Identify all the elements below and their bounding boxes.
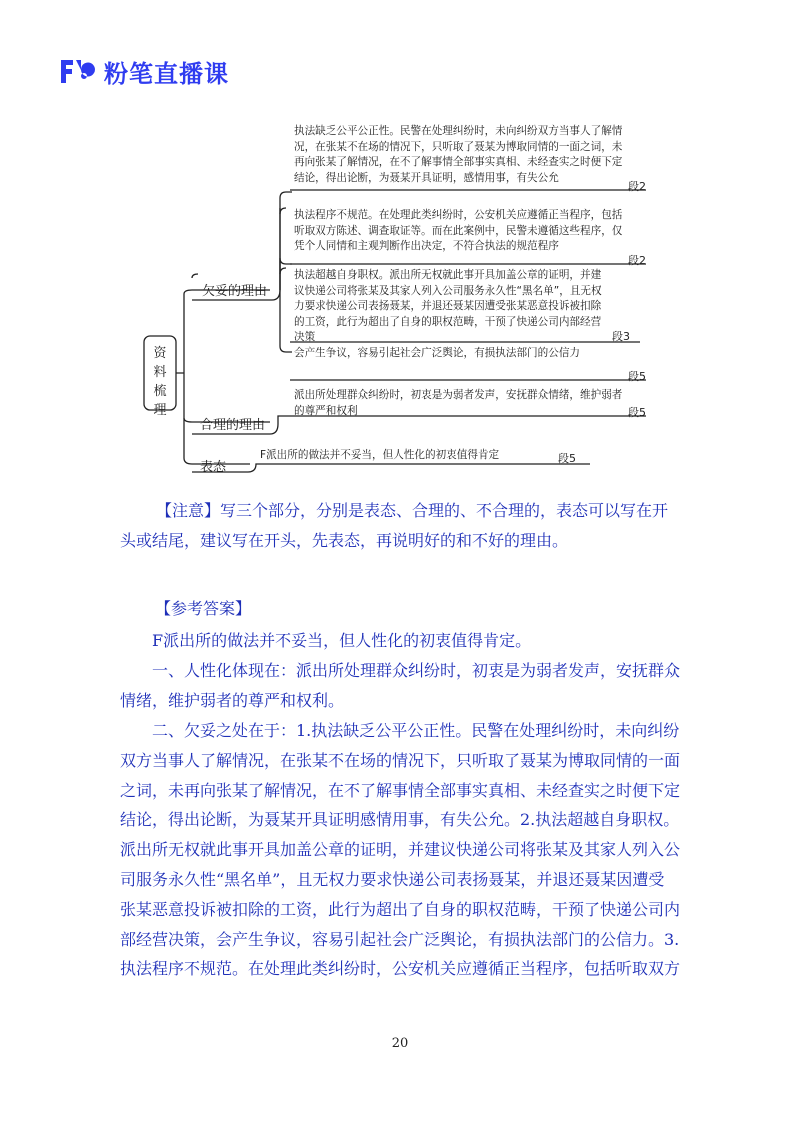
item6-text: F派出所的做法并不妥当，但人性化的初衷值得肯定 <box>260 449 500 461</box>
stance-underline <box>192 464 590 472</box>
item5-text: 派出所处理群众纠纷时，初衷是为弱者发声，安抚群众情绪，维护弱者的尊严和权利 <box>294 389 623 417</box>
answer-paragraph-1: F派出所的做法并不妥当，但人性化的初衷值得肯定。 <box>152 631 532 650</box>
branch-unreasonable-label: 欠妥的理由 <box>202 284 268 299</box>
root-trunk <box>176 294 184 458</box>
item2-seg: 段2 <box>628 254 646 267</box>
item1-text: 执法缺乏公平公正性。民警在处理纠纷时，未向纠纷双方当事人了解情况，在张某不在场的情况下，只听取了聂某为博取同情的一面之词，未再向张某了解情况，在不了解事情全部事实真相、未经查实之时便下定结论，得出论断，为聂某开具证明，感情用事，有失公允 <box>294 125 623 184</box>
item3-seg: 段3 <box>612 330 630 343</box>
item3-text: 执法超越自身职权。派出所无权就此事开具加盖公章的证明，并建议快递公司将张某及其家人列入公司服务永久性“黑名单”，且无权力要求快递公司表扬聂某，并退还聂某因遭受张某恶意投诉被扣除的工资，此行为超出了自身的职权范畴，干预了快递公司内部经营决策 <box>294 269 602 343</box>
branch-reasonable-label: 合理的理由 <box>200 418 266 433</box>
item2-text: 执法程序不规范。在处理此类纠纷时，公安机关应遵循正当程序，包括听取双方陈述、调查取证等。而在此案例中，民警未遵循这些程序，仅凭个人同情和主观判断作出决定，不符合执法的规范程序 <box>294 209 623 252</box>
logo-text: 粉笔直播课 <box>104 59 229 88</box>
brand-logo <box>58 54 229 88</box>
item1-seg: 段2 <box>628 180 646 193</box>
answer-paragraph-2: 一、人性化体现在：派出所处理群众纠纷时，初衷是为弱者发声，安抚群众情绪，维护弱者的尊严和权利。 <box>120 661 681 710</box>
note-paragraph: 【注意】写三个部分，分别是表态、合理的、不合理的，表态可以写在开头或结尾，建议写在开头，先表态，再说明好的和不好的理由。 <box>120 501 669 550</box>
item5-seg: 段5 <box>628 406 646 419</box>
item4-seg: 段5 <box>628 370 646 383</box>
answer-paragraph-3: 二、欠妥之处在于：1.执法缺乏公平公正性。民警在处理纠纷时，未向纠纷双方当事人了解情况，在张某不在场的情况下，只听取了聂某为博取同情的一面之词，未再向张某了解情况，在不了解事情全部事实真相、未经查实之时便下定结论，得出论断，为聂某开具证明感情用事，有失公允。2.执法超越自身职权。派出所无权就此事开具加盖公章的证明，并建议快递公司将张某及其家人列入公司服务永久性“黑名单”，且无权力要求快递公司表扬聂某，并退还聂某因遭受张某恶意投诉被扣除的工资，此行为超出了自身的职权范畴，干预了快递公司内部经营决策，会产生争议，容易引起社会广泛舆论，有损执法部门的公信力。3.执法程序不规范。在处理此类纠纷时，公安机关应遵循正当程序，包括听取双方 <box>120 721 681 979</box>
item6-seg: 段5 <box>558 452 576 465</box>
mindmap-diagram <box>140 118 660 478</box>
answer-heading: 【参考答案】 <box>155 599 252 618</box>
root-label: 资料梳理 <box>153 346 167 418</box>
branch-stance-label: 表态 <box>200 460 227 475</box>
page-number: 20 <box>391 1036 409 1051</box>
fb-logo-icon <box>58 56 98 86</box>
item4-text: 会产生争议，容易引起社会广泛舆论，有损执法部门的公信力 <box>294 347 581 359</box>
